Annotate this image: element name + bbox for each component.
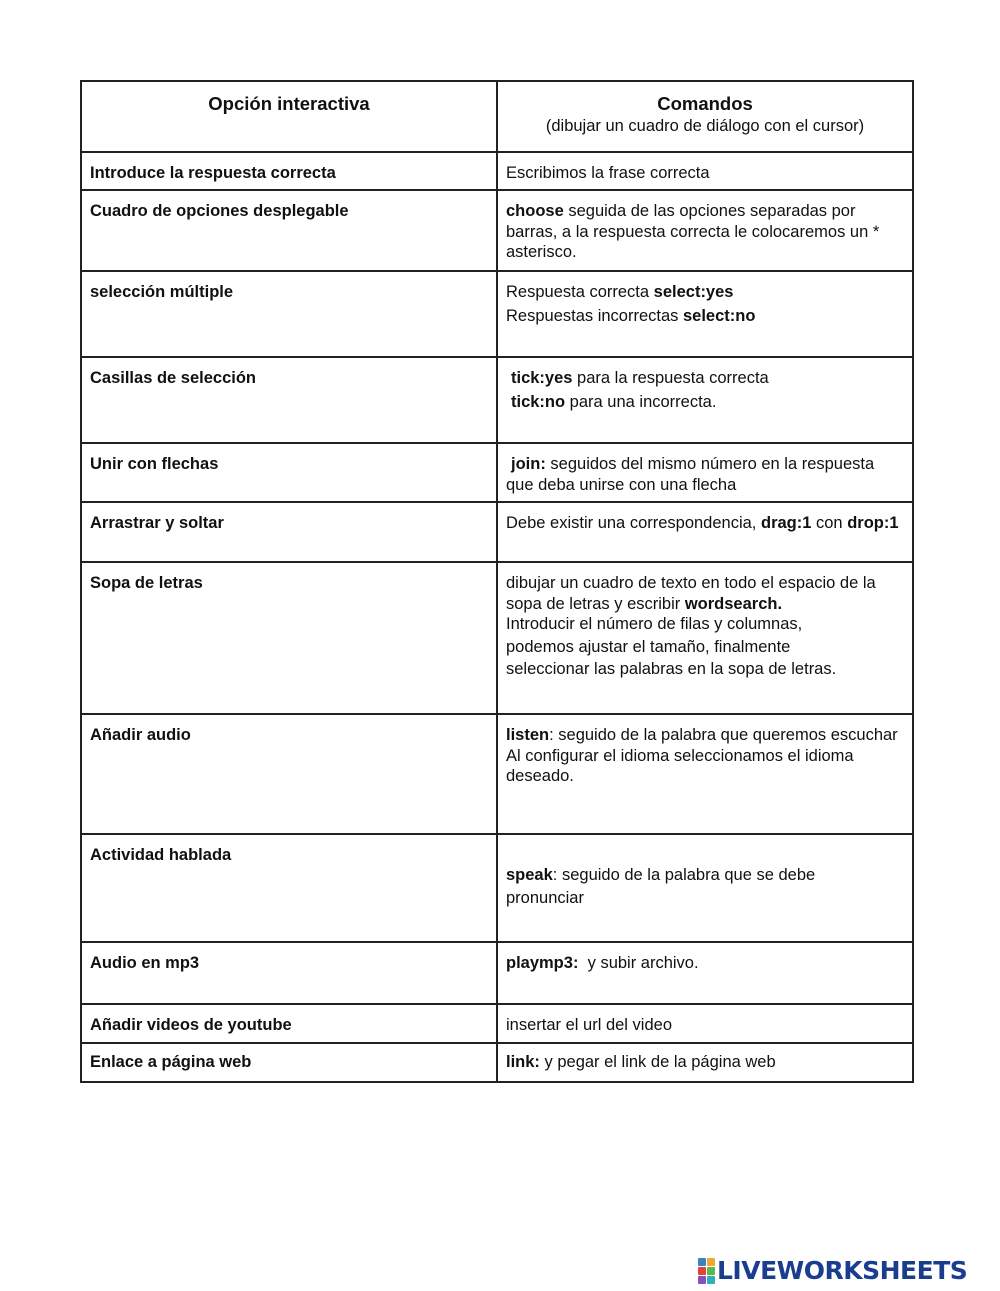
command-text: Introducir el número de filas y columnas, xyxy=(506,615,803,633)
option-cell: Añadir audio xyxy=(81,714,497,834)
command-cell xyxy=(497,357,913,443)
command-text: y pegar el link de la página web xyxy=(539,1053,776,1071)
option-cell: Sopa de letras xyxy=(81,562,497,714)
command-text: : seguido de la palabra que se debe xyxy=(552,866,816,884)
command-text: dibujar un cuadro de texto en todo el espacio de la sopa de letras y escribir xyxy=(506,574,876,613)
command-text: pronunciar xyxy=(506,888,584,907)
command-text: Respuesta correcta xyxy=(506,283,654,301)
command-text: Respuestas incorrectas xyxy=(506,306,683,325)
table-row xyxy=(81,834,913,942)
option-cell: selección múltiple xyxy=(81,271,497,357)
logo-block xyxy=(698,1276,706,1284)
option-cell: Enlace a página web xyxy=(81,1043,497,1082)
command-keyword: drag:1 xyxy=(760,514,812,532)
table-row xyxy=(81,502,913,562)
command-text: podemos ajustar el tamaño, finalmente xyxy=(506,637,791,656)
command-text: : seguido de la palabra que queremos escuchar xyxy=(549,726,898,744)
header-commands-subtitle: (dibujar un cuadro de diálogo con el cursor) xyxy=(545,116,865,135)
command-cell xyxy=(497,152,913,190)
command-cell xyxy=(497,714,913,834)
commands-table xyxy=(80,80,914,1083)
command-keyword: link: xyxy=(506,1053,540,1071)
command-text: para una incorrecta. xyxy=(565,392,717,411)
option-cell: Actividad hablada xyxy=(81,834,497,942)
option-cell: Introduce la respuesta correcta xyxy=(81,152,497,190)
command-keyword: tick:no xyxy=(511,392,566,411)
command-text: Al configurar el idioma seleccionamos el idioma deseado. xyxy=(506,746,854,785)
table-row xyxy=(81,1004,913,1043)
command-keyword: listen xyxy=(506,726,550,744)
command-keyword: playmp3: xyxy=(506,954,579,972)
command-keyword: choose xyxy=(506,202,564,220)
command-keyword: select:yes xyxy=(653,283,734,301)
command-cell xyxy=(497,1004,913,1043)
logo-block xyxy=(707,1276,715,1284)
command-keyword: select:no xyxy=(683,306,756,325)
command-keyword: drop:1 xyxy=(847,514,899,532)
header-option xyxy=(81,81,497,152)
command-text: seleccionar las palabras en la sopa de letras. xyxy=(506,660,837,678)
command-cell xyxy=(497,190,913,271)
command-keyword: join: xyxy=(511,455,546,473)
command-cell xyxy=(497,942,913,1004)
table-row xyxy=(81,190,913,271)
logo-block xyxy=(698,1267,706,1275)
option-cell: Casillas de selección xyxy=(81,357,497,443)
table-row xyxy=(81,443,913,502)
command-cell xyxy=(497,443,913,502)
command-text: Debe existir una correspondencia, xyxy=(506,514,761,532)
command-text: y subir archivo. xyxy=(578,954,699,972)
header-option-label: Opción interactiva xyxy=(208,93,370,114)
logo-block xyxy=(707,1267,715,1275)
table-row xyxy=(81,562,913,714)
command-text: seguidos del mismo número en la respuesta que deba unirse con una flecha xyxy=(506,455,875,494)
liveworksheets-logo xyxy=(698,1258,967,1284)
option-cell: Arrastrar y soltar xyxy=(81,502,497,562)
command-cell xyxy=(497,562,913,714)
header-commands xyxy=(497,81,913,152)
option-cell: Audio en mp3 xyxy=(81,942,497,1004)
command-cell xyxy=(497,834,913,942)
header-commands-label: Comandos xyxy=(657,93,753,114)
table-row xyxy=(81,271,913,357)
command-cell xyxy=(497,502,913,562)
command-text: con xyxy=(811,514,848,532)
table-row xyxy=(81,152,913,190)
table-row xyxy=(81,1043,913,1082)
liveworksheets-brand: LIVEWORKSHEETS xyxy=(717,1256,968,1285)
command-keyword: speak xyxy=(506,866,553,884)
logo-block xyxy=(707,1258,715,1266)
command-keyword: tick:yes xyxy=(511,369,573,387)
command-keyword: wordsearch. xyxy=(684,594,783,613)
command-text: Escribimos la frase correcta xyxy=(506,164,710,182)
command-text: insertar el url del video xyxy=(506,1016,672,1034)
table-row xyxy=(81,714,913,834)
command-cell xyxy=(497,271,913,357)
liveworksheets-logo-icon xyxy=(698,1258,715,1284)
command-cell xyxy=(497,1043,913,1082)
command-text: seguida de las opciones separadas por barras, a la respuesta correcta le colocaremos un * asterisco. xyxy=(506,202,880,261)
table-row xyxy=(81,942,913,1004)
table-row xyxy=(81,357,913,443)
command-text: para la respuesta correcta xyxy=(572,369,769,387)
option-cell: Añadir videos de youtube xyxy=(81,1004,497,1043)
logo-block xyxy=(698,1258,706,1266)
table-header-row xyxy=(81,81,913,152)
option-cell: Unir con flechas xyxy=(81,443,497,502)
option-cell: Cuadro de opciones desplegable xyxy=(81,190,497,271)
